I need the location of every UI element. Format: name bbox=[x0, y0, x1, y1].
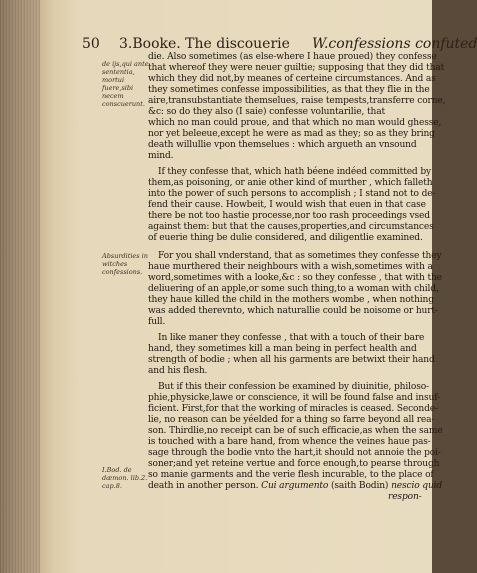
text-line: mind. bbox=[148, 151, 174, 161]
text-line: strength of bodie ; when all his garments are betwixt their hand bbox=[148, 355, 435, 365]
text-line: word,sometimes with a looke,&c : so they confesse , that with the bbox=[148, 273, 442, 283]
book-spine bbox=[0, 0, 42, 573]
running-title-italic: W.confessions confuted bbox=[312, 36, 477, 52]
text-line: phie,physicke,lawe or conscience, it will be found false and insuf- bbox=[148, 393, 441, 403]
text-line: soner;and yet reteine vertue and force enough,to pearse through bbox=[148, 459, 440, 469]
running-title: 3.Booke. The discouerie bbox=[119, 36, 290, 52]
text-line bbox=[148, 481, 442, 492]
text-line: haue murthered their neighbours with a wish,sometimes with a bbox=[148, 262, 433, 272]
text-line: that whereof they were neuer guiltie; supposing that they did that bbox=[148, 63, 445, 73]
text-line-part: death in another person. bbox=[148, 481, 259, 491]
text-line: For you shall vnderstand, that as sometimes they confesse they bbox=[158, 251, 442, 261]
text-line: they sometimes confesse impossibilities, as that they flie in the bbox=[148, 85, 430, 95]
text-line: of euerie thing be dulie considered, and diligentlie examined. bbox=[148, 233, 423, 243]
text-line: sage through the bodie vnto the hart,it should not annoie the poi- bbox=[148, 448, 441, 458]
text-line: so manie garments and the verie flesh incurable, to the place of bbox=[148, 470, 434, 480]
text-line: full. bbox=[148, 317, 166, 327]
text-line: son. Thirdlie,no receipt can be of such efficacie,as when the same bbox=[148, 426, 443, 436]
italic-phrase: nescio quid bbox=[391, 481, 443, 491]
text-line: against them: but that the causes,properties,and circumstances bbox=[148, 222, 434, 232]
text-line: into the power of such persons to accomplish ; I stand not to de- bbox=[148, 189, 436, 199]
text-line: In like maner they confesse , that with a touch of their bare bbox=[158, 333, 425, 343]
catchword: respon- bbox=[388, 492, 422, 502]
text-line: they haue killed the child in the mothers wombe , when nothing bbox=[148, 295, 434, 305]
text-line: death willullie vpon themselues : which argueth an vnsound bbox=[148, 140, 417, 150]
margin-note: Absurdities in witches confessions. bbox=[102, 252, 148, 276]
italic-phrase: Cui argumento bbox=[261, 481, 329, 491]
text-line-part: (saith Bodin) bbox=[331, 481, 389, 491]
text-line: which no man could proue, and that which no man would ghesse, bbox=[148, 118, 442, 128]
text-line: them,as poisoning, or anie other kind of murther , which falleth bbox=[148, 178, 433, 188]
margin-note: I.Bod. de dæmon. lib.2. cap.8. bbox=[102, 466, 148, 490]
text-line: lie, no reason can be yéelded for a thing so farre beyond all rea- bbox=[148, 415, 435, 425]
text-line: and his flesh. bbox=[148, 366, 208, 376]
text-line: aire,transubstantiate themselues, raise tempests,transferre corne, bbox=[148, 96, 446, 106]
text-line: nor yet beleeue,except he were as mad as they; so as they bring bbox=[148, 129, 435, 139]
text-line: fend their cause. Howbeit, I would wish that euen in that case bbox=[148, 200, 426, 210]
text-line: ficient. First,for that the working of miracles is ceased. Seconde- bbox=[148, 404, 438, 414]
text-line: was added therevnto, which naturallie could be noisome or hurt- bbox=[148, 306, 438, 316]
text-line: deliuering of an apple,or some such thing,to a woman with child, bbox=[148, 284, 439, 294]
text-line: is touched with a bare hand, from whence the veines haue pas- bbox=[148, 437, 431, 447]
text-line: die. Also sometimes (as else-where I haue proued) they confesse bbox=[148, 52, 437, 62]
text-line: which they did not,by meanes of certeine circumstances. And as bbox=[148, 74, 436, 84]
text-line: &c: so do they also (I saie) confesse voluntarilie, that bbox=[148, 107, 386, 117]
text-line: But if this their confession be examined by diuinitie, philoso- bbox=[158, 382, 429, 392]
text-line: there be not too hastie processe,nor too rash proceedings vsed bbox=[148, 211, 430, 221]
text-line: hand, they sometimes kill a man being in perfect health and bbox=[148, 344, 417, 354]
margin-note: de ijs,qui ante sententia, mortui fuere,sibi necem conscuerunt. bbox=[102, 60, 149, 108]
page-number: 50 bbox=[82, 36, 100, 52]
text-line: If they confesse that, which hath béene indéed committed by bbox=[158, 167, 431, 177]
